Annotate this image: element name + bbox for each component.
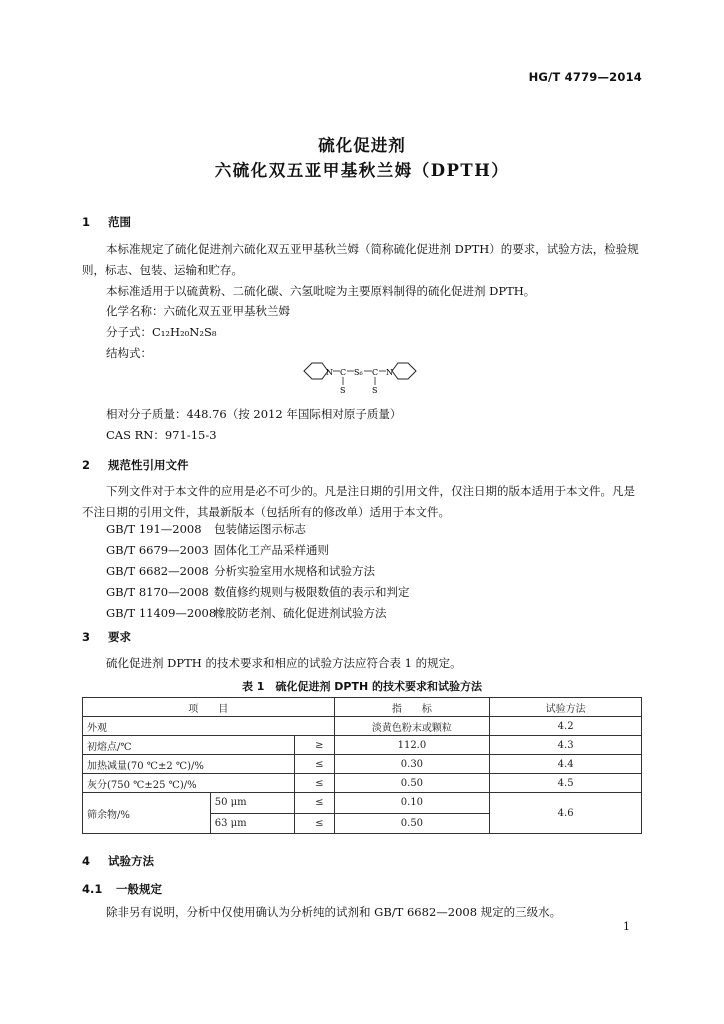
standard-number: HG/T 4779—2014 — [528, 70, 642, 84]
reference-item — [106, 521, 306, 537]
reference-item — [106, 542, 329, 558]
ref-title: 数值修约规则与极限数值的表示和判定 — [214, 585, 410, 599]
reference-item — [106, 584, 410, 600]
table-row — [83, 736, 642, 755]
cell-method: 4.4 — [490, 755, 642, 774]
section-2-body — [82, 481, 642, 523]
ref-title: 包装储运图示标志 — [214, 522, 306, 536]
atom-c-right: C — [372, 368, 379, 377]
cell-method: 4.5 — [490, 774, 642, 793]
ref-code: GB/T 6682—2008 — [106, 564, 209, 578]
section-number: 3 — [82, 630, 91, 644]
atom-n-right: N — [386, 368, 393, 377]
cell-method: 4.6 — [490, 793, 642, 834]
atom-n-left: N — [326, 368, 333, 377]
paragraph: 硫化促进剂 DPTH 的技术要求和相应的试验方法应符合表 1 的规定。 — [106, 656, 462, 670]
cell-value: 0.50 — [334, 813, 490, 834]
paragraph: 本标准规定了硫化促进剂六硫化双五亚甲基秋兰姆（简称硫化促进剂 DPTH）的要求，试验方法，检验规则，标志、包装、运输和贮存。 — [82, 242, 639, 277]
cell-operator: ≤ — [294, 755, 334, 774]
table-header-row — [83, 698, 642, 717]
ref-code: GB/T 8170—2008 — [106, 585, 209, 599]
piperidine-ring-right — [392, 363, 416, 379]
section-4-heading — [82, 853, 154, 869]
header-spec: 指 标 — [334, 698, 490, 717]
molecular-weight: 相对分子质量：448.76（按 2012 年国际相对原子质量） — [106, 407, 402, 421]
paragraph: 下列文件对于本文件的应用是必不可少的。凡是注日期的引用文件，仅注日期的版本适用于本文件。凡是不注日期的引用文件，其最新版本（包括所有的修改单）适用于本文件。 — [82, 484, 635, 519]
structural-formula — [296, 355, 426, 400]
header-method: 试验方法 — [490, 698, 642, 717]
header-item: 项 目 — [83, 698, 335, 717]
reference-item — [106, 605, 387, 621]
cell-operator: ≥ — [294, 736, 334, 755]
cell-method: 4.3 — [490, 736, 642, 755]
formula: 分子式：C₁₂H₂₀N₂S₈ — [106, 325, 217, 339]
atom-c-left: C — [340, 368, 347, 377]
cell-item: 初熔点/℃ — [83, 736, 295, 755]
paragraph: 除非另有说明，分析中仅使用确认为分析纯的试剂和 GB/T 6682—2008 规定的三级水。 — [106, 905, 562, 919]
ref-title: 固体化工产品采样通则 — [214, 543, 329, 557]
cell-operator: ≤ — [294, 793, 334, 814]
cell-item: 加热减量(70 ℃±2 ℃)/% — [83, 755, 295, 774]
subsection-number: 4.1 — [82, 882, 103, 896]
table-row — [83, 774, 642, 793]
section-1-body — [82, 239, 642, 302]
cas-number: CAS RN：971-15-3 — [106, 428, 217, 442]
ref-code: GB/T 11409—2008 — [106, 606, 217, 620]
cell-item: 筛余物/% — [83, 793, 211, 834]
section-number: 2 — [82, 458, 91, 472]
ref-title: 橡胶防老剂、硫化促进剂试验方法 — [214, 606, 387, 620]
subsection-4-1-heading — [82, 881, 162, 897]
section-number: 4 — [82, 854, 91, 868]
cell-value: 0.30 — [334, 755, 490, 774]
section-1-heading — [82, 214, 131, 230]
section-title: 试验方法 — [108, 854, 154, 868]
cell-method: 4.2 — [490, 717, 642, 736]
cell-value: 0.50 — [334, 774, 490, 793]
atom-s-right: S — [372, 386, 378, 395]
subsection-title: 一般规定 — [116, 882, 162, 896]
chem-name: 化学名称：六硫化双五亚甲基秋兰姆 — [106, 304, 290, 318]
section-number: 1 — [82, 215, 91, 229]
page-number: 1 — [623, 920, 630, 933]
struct-label: 结构式： — [106, 346, 152, 360]
ref-title: 分析实验室用水规格和试验方法 — [214, 564, 375, 578]
ref-code: GB/T 191—2008 — [106, 522, 202, 536]
table-row — [83, 717, 642, 736]
doc-title-line1: 硫化促进剂 — [318, 136, 406, 155]
piperidine-ring-left — [304, 363, 328, 379]
cell-item: 外观 — [83, 717, 335, 736]
paragraph: 本标准适用于以硫黄粉、二硫化碳、六氢吡啶为主要原料制得的硫化促进剂 DPTH。 — [106, 284, 536, 298]
table-caption: 表 1 硫化促进剂 DPTH 的技术要求和试验方法 — [241, 680, 483, 693]
cell-operator: ≤ — [294, 774, 334, 793]
ref-code: GB/T 6679—2003 — [106, 543, 209, 557]
doc-title-line2: 六硫化双五亚甲基秋兰姆（DPTH） — [214, 161, 510, 180]
reference-item — [106, 563, 375, 579]
atom-s6: S₆ — [354, 368, 363, 377]
cell-value: 112.0 — [334, 736, 490, 755]
section-title: 范围 — [108, 215, 131, 229]
cell-value: 淡黄色粉末或颗粒 — [334, 717, 490, 736]
table-row — [83, 755, 642, 774]
section-3-heading — [82, 629, 131, 645]
cell-size: 50 μm — [210, 793, 294, 814]
cell-item: 灰分(750 ℃±25 ℃)/% — [83, 774, 295, 793]
table-row — [83, 793, 642, 814]
atom-s-left: S — [340, 386, 346, 395]
section-2-heading — [82, 457, 189, 473]
section-title: 要求 — [108, 630, 131, 644]
cell-size: 63 μm — [210, 813, 294, 834]
requirements-table — [82, 697, 642, 834]
cell-value: 0.10 — [334, 793, 490, 814]
cell-operator: ≤ — [294, 813, 334, 834]
section-title: 规范性引用文件 — [108, 458, 189, 472]
